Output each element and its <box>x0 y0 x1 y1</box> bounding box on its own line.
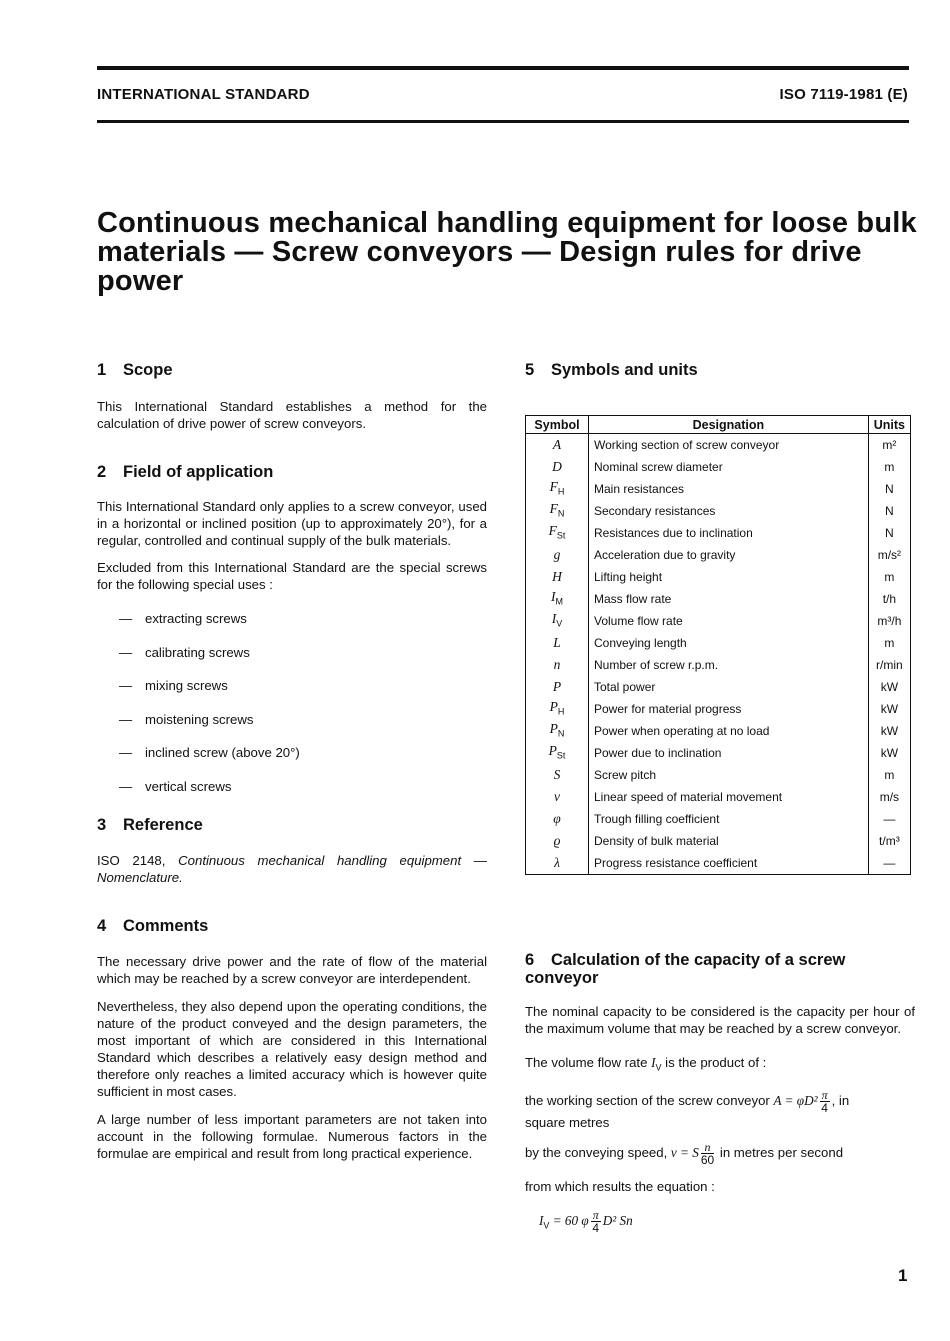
symbol-cell: λ <box>526 852 589 875</box>
designation-cell: Conveying length <box>589 632 869 654</box>
table-row <box>526 830 911 852</box>
table-row <box>526 742 911 764</box>
symbol-cell: $I_M$ <box>526 588 589 610</box>
designation-cell: Resistances due to inclination <box>589 522 869 544</box>
page-number: 1 <box>898 1266 908 1285</box>
units-cell: kW <box>868 742 910 764</box>
designation-cell: Volume flow rate <box>589 610 869 632</box>
units-cell: kW <box>868 676 910 698</box>
designation-cell: Number of screw r.p.m. <box>589 654 869 676</box>
left-column <box>97 362 487 1162</box>
column-header-symbol: Symbol <box>526 416 589 434</box>
section-4-para-3: A large number of less important parameters are not taken into account in the following formulae. Numerous factors in the formulae are empirical and result from long practical experience. <box>97 1111 487 1161</box>
symbol-cell: H <box>526 566 589 588</box>
symbol-cell: $F_H$ <box>526 478 589 500</box>
title-line-3: power <box>97 265 184 297</box>
designation-cell: Density of bulk material <box>589 830 869 852</box>
designation-cell: Power for material progress <box>589 698 869 720</box>
section-1-body: This International Standard establishes a method for the calculation of drive power of screw conveyors. <box>97 399 487 431</box>
title-line-2: materials — Screw conveyors — Design rules for drive <box>97 236 862 268</box>
symbol-cell: S <box>526 764 589 786</box>
units-cell: — <box>868 852 910 875</box>
list-item: — mixing screws <box>119 678 228 694</box>
units-cell: t/m³ <box>868 830 910 852</box>
designation-cell: Mass flow rate <box>589 588 869 610</box>
units-cell: m <box>868 764 910 786</box>
list-item: — vertical screws <box>119 778 232 794</box>
table-row <box>526 566 911 588</box>
symbol-cell: $I_V$ <box>526 610 589 632</box>
section-4-para-1: The necessary drive power and the rate of flow of the material which may be reached by a screw conveyor are interdependent. <box>97 953 487 986</box>
symbol-cell: L <box>526 632 589 654</box>
designation-cell: Lifting height <box>589 566 869 588</box>
designation-cell: Working section of screw conveyor <box>589 434 869 457</box>
table-row <box>526 456 911 478</box>
table-row <box>526 610 911 632</box>
header-rule <box>97 120 909 123</box>
designation-cell: Screw pitch <box>589 764 869 786</box>
section-4-para-2: Nevertheless, they also depend upon the operating conditions, the nature of the product conveyed and the design parameters, the most important of which are considered in this International Standard which describes a relatively easy design method and therefore only reaches a limited accuracy which is however quite sufficient in most cases. <box>97 998 487 1099</box>
list-item: — moistening screws <box>119 711 254 727</box>
table-row <box>526 478 911 500</box>
symbol-cell: v <box>526 786 589 808</box>
units-cell: r/min <box>868 654 910 676</box>
top-rule <box>97 66 909 70</box>
section-2-heading: 2 Field of application <box>97 463 274 481</box>
designation-cell: Linear speed of material movement <box>589 786 869 808</box>
table-row <box>526 676 911 698</box>
designation-cell: Progress resistance coefficient <box>589 852 869 875</box>
header-right: ISO 7119-1981 (E) <box>779 86 908 103</box>
reference-text: ISO 2148, Continuous mechanical handling equipment — Nomenclature. <box>97 852 487 885</box>
designation-cell: Main resistances <box>589 478 869 500</box>
section-3-heading: 3 Reference <box>97 815 203 834</box>
units-cell: m/s <box>868 786 910 808</box>
table-header-row <box>526 416 911 434</box>
units-cell: kW <box>868 720 910 742</box>
designation-cell: Secondary resistances <box>589 500 869 522</box>
column-header-designation: Designation <box>589 416 869 434</box>
list-item: — calibrating screws <box>119 644 250 660</box>
table-row <box>526 654 911 676</box>
section-6-para-1: The nominal capacity to be considered is the capacity per hour of the maximum volume that may be reached by a screw conveyor. <box>525 1004 915 1036</box>
symbols-table <box>525 415 911 875</box>
units-cell: N <box>868 522 910 544</box>
table-row <box>526 786 911 808</box>
section-6-para-2: The volume flow rate $I_V$ is the product of : <box>525 1055 767 1073</box>
units-cell: kW <box>868 698 910 720</box>
table-row <box>526 632 911 654</box>
designation-cell: Total power <box>589 676 869 698</box>
section-1-heading: 1 Scope <box>97 361 173 379</box>
table-row <box>526 698 911 720</box>
designation-cell: Power when operating at no load <box>589 720 869 742</box>
section-6-para-4: by the conveying speed, v = S $\frac{n}{60}$ in metres per second <box>525 1139 844 1167</box>
right-column <box>525 362 915 1234</box>
table-row <box>526 544 911 566</box>
units-cell: m <box>868 566 910 588</box>
table-row <box>526 434 911 457</box>
symbol-cell: P <box>526 676 589 698</box>
symbol-cell: A <box>526 434 589 457</box>
units-cell: N <box>868 478 910 500</box>
symbol-cell: $P_H$ <box>526 698 589 720</box>
symbol-cell: ϱ <box>526 830 589 852</box>
units-cell: m <box>868 456 910 478</box>
symbol-cell: $P_N$ <box>526 720 589 742</box>
table-row <box>526 808 911 830</box>
symbol-cell: D <box>526 456 589 478</box>
list-item: — inclined screw (above 20°) <box>119 745 300 761</box>
symbol-cell: g <box>526 544 589 566</box>
section-2-para-1: This International Standard only applies to a screw conveyor, used in a horizontal or inclined position (up to approximately 20°), for a regular, controlled and continual supply of the bulk materials. <box>97 499 487 548</box>
list-item: — extracting screws <box>119 611 247 626</box>
section-6-para-5: from which results the equation : <box>525 1178 715 1194</box>
units-cell: t/h <box>868 588 910 610</box>
units-cell: m³/h <box>868 610 910 632</box>
table-row <box>526 522 911 544</box>
section-5-heading: 5 Symbols and units <box>525 361 698 379</box>
symbol-cell: $F_{St}$ <box>526 522 589 544</box>
title-line-1: Continuous mechanical handling equipment for loose bulk <box>97 207 917 239</box>
designation-cell: Nominal screw diameter <box>589 456 869 478</box>
section-2-para-2: Excluded from this International Standard are the special screws for the following special uses : <box>97 560 487 592</box>
page-title <box>97 209 917 296</box>
table-row <box>526 852 911 875</box>
special-uses-list <box>97 610 487 812</box>
table-row <box>526 500 911 522</box>
designation-cell: Power due to inclination <box>589 742 869 764</box>
volume-flow-equation: $I_V = 60$ φ $\frac{\pi}{4}$ D² Sn <box>539 1207 633 1235</box>
table-row <box>526 588 911 610</box>
table-row <box>526 720 911 742</box>
symbol-cell: $F_N$ <box>526 500 589 522</box>
section-4-heading: 4 Comments <box>97 916 209 935</box>
table-row <box>526 764 911 786</box>
header-left: INTERNATIONAL STANDARD <box>97 86 310 103</box>
section-6-heading: 6 Calculation of the capacity of a screw conveyor <box>525 951 846 987</box>
designation-cell: Acceleration due to gravity <box>589 544 869 566</box>
symbol-cell: n <box>526 654 589 676</box>
units-cell: m² <box>868 434 910 457</box>
units-cell: m/s² <box>868 544 910 566</box>
symbol-cell: $P_{St}$ <box>526 742 589 764</box>
column-header-units: Units <box>868 416 910 434</box>
units-cell: — <box>868 808 910 830</box>
designation-cell: Trough filling coefficient <box>589 808 869 830</box>
section-6-para-3: the working section of the screw conveyor A = φD² $\frac{\pi}{4}$ , in square metres <box>525 1087 850 1130</box>
units-cell: m <box>868 632 910 654</box>
units-cell: N <box>868 500 910 522</box>
symbol-cell: φ <box>526 808 589 830</box>
